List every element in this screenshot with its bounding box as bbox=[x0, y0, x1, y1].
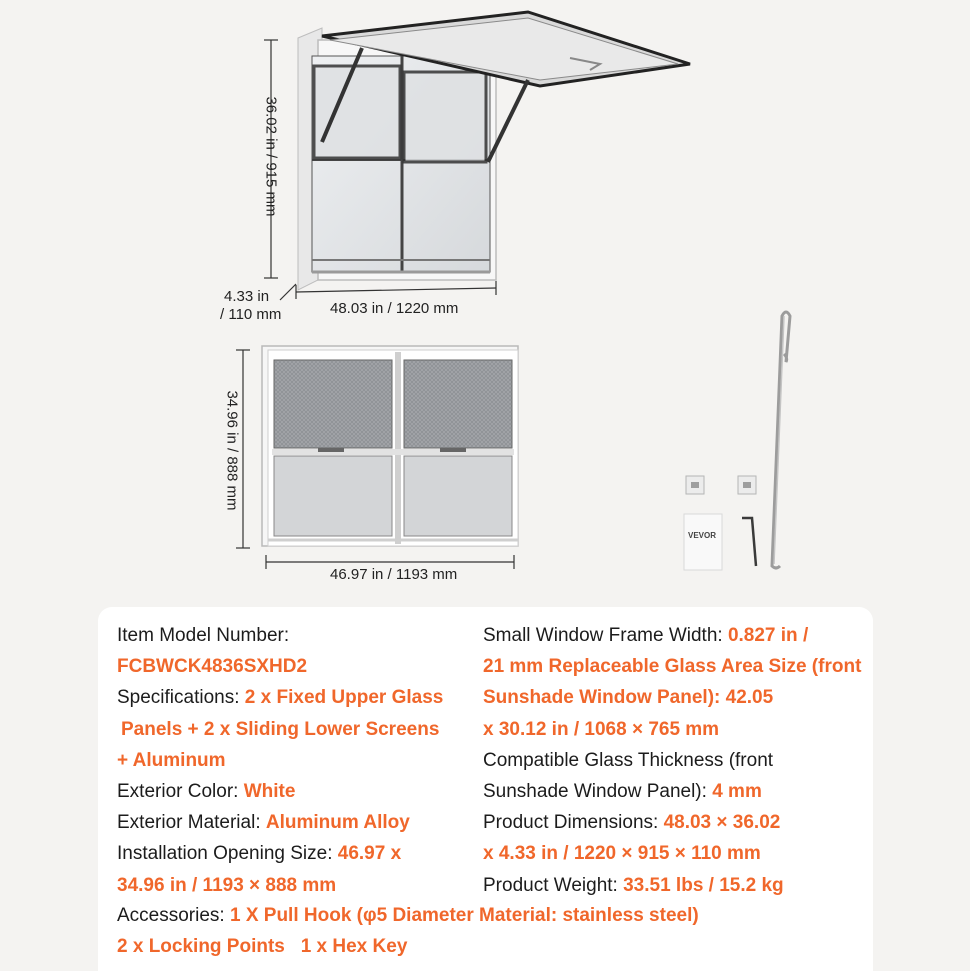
thickness-label-1: Compatible Glass Thickness (front bbox=[483, 749, 774, 771]
awning-height-label: 36.02 in / 915 mm bbox=[262, 96, 280, 217]
thickness-label-2: Sunshade Window Panel): bbox=[483, 781, 707, 803]
model-label: Item Model Number: bbox=[117, 625, 290, 646]
material-row bbox=[117, 807, 477, 838]
opening-value-2: 34.96 in / 1193 × 888 mm bbox=[117, 874, 337, 896]
window-height-label: 34.96 in / 888 mm bbox=[223, 390, 241, 511]
spec-row bbox=[117, 682, 477, 713]
spec-column-left bbox=[117, 620, 477, 901]
spec-label: Specifications: bbox=[117, 687, 240, 709]
spec-value-1: 2 x Fixed Upper Glass bbox=[244, 687, 444, 709]
sliding-window bbox=[262, 346, 518, 546]
product-dim-value-1: 48.03 × 36.02 bbox=[663, 812, 781, 834]
color-value: White bbox=[243, 781, 296, 803]
weight-value: 33.51 lbs / 15.2 kg bbox=[623, 874, 784, 896]
weight-label: Product Weight: bbox=[483, 874, 618, 896]
product-dim-value-2: x 4.33 in / 1220 × 915 × 110 mm bbox=[483, 843, 761, 865]
spec-value-3: + Aluminum bbox=[117, 749, 226, 771]
spec-value-2: Panels + 2 x Sliding Lower Screens bbox=[121, 718, 440, 740]
accessories-label: Accessories: bbox=[117, 905, 225, 926]
accessory-card-brand: VEVOR bbox=[688, 531, 717, 540]
opening-row bbox=[117, 838, 477, 869]
material-label: Exterior Material: bbox=[117, 812, 261, 834]
color-row bbox=[117, 776, 477, 807]
awning-depth-label-2: / 110 mm bbox=[220, 306, 282, 323]
product-dim-label: Product Dimensions: bbox=[483, 812, 659, 834]
color-label: Exterior Color: bbox=[117, 781, 239, 803]
frame-row bbox=[483, 620, 873, 651]
accessories-block bbox=[117, 900, 877, 962]
thickness-row bbox=[483, 776, 873, 807]
awning-width-label: 48.03 in / 1220 mm bbox=[330, 300, 459, 317]
opening-label: Installation Opening Size: bbox=[117, 843, 333, 865]
accessories-value-2: 2 x Locking Points 1 x Hex Key bbox=[117, 936, 408, 958]
accessories-value-1: 1 X Pull Hook (φ5 Diameter Material: stainless steel) bbox=[229, 905, 699, 926]
frame-value-4: x 30.12 in / 1068 × 765 mm bbox=[483, 718, 720, 740]
awning-window bbox=[298, 12, 690, 290]
material-value: Aluminum Alloy bbox=[265, 812, 410, 834]
spec-column-right bbox=[483, 620, 873, 901]
product-dim-row bbox=[483, 807, 873, 838]
frame-label: Small Window Frame Width: bbox=[483, 625, 723, 646]
weight-row bbox=[483, 870, 873, 901]
thickness-value: 4 mm bbox=[712, 781, 762, 803]
frame-value-1: 0.827 in / bbox=[727, 625, 809, 646]
opening-value-1: 46.97 x bbox=[337, 843, 402, 865]
frame-value-2: 21 mm Replaceable Glass Area Size (front bbox=[483, 656, 862, 678]
window-width-label: 46.97 in / 1193 mm bbox=[330, 566, 458, 583]
model-value: FCBWCK4836SXHD2 bbox=[117, 656, 308, 678]
awning-depth-label-1: 4.33 in bbox=[224, 288, 270, 305]
frame-value-3: Sunshade Window Panel): 42.05 bbox=[483, 687, 774, 709]
accessories-row bbox=[117, 900, 877, 931]
